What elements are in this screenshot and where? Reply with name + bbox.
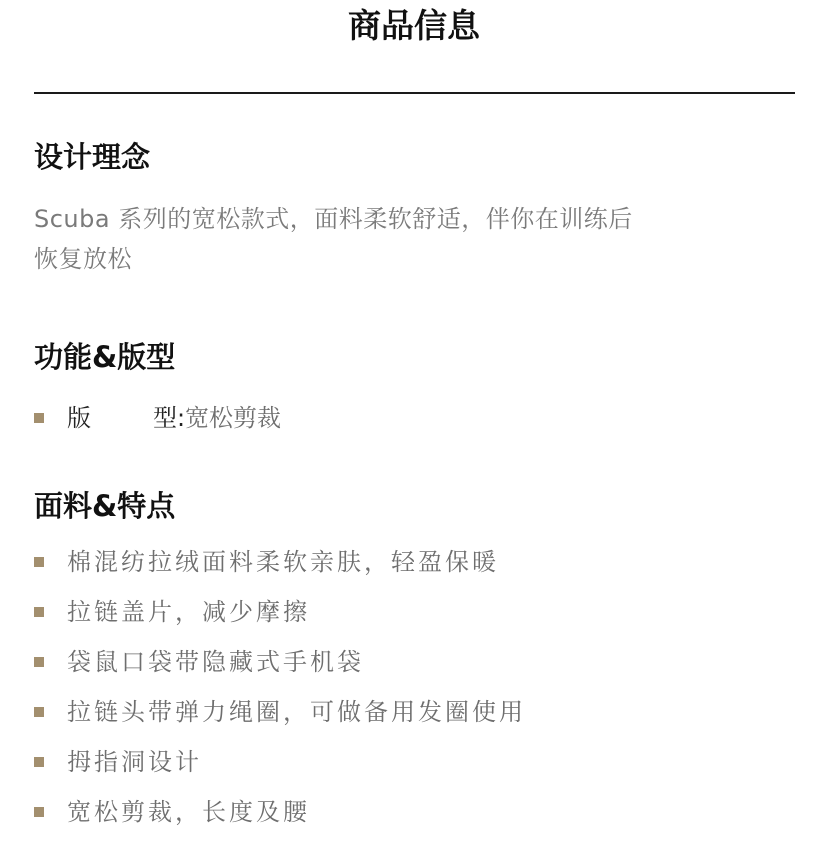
bullet-marker <box>34 607 44 617</box>
fit-label-char: 型: <box>153 404 186 432</box>
list-item-text: 拉链盖片，减少摩擦 <box>67 598 310 626</box>
fit-label <box>67 393 185 443</box>
bullet-marker <box>34 707 44 717</box>
section-heading-fabric-features: 面料&特点 <box>34 489 176 523</box>
list-item-text: 棉混纺拉绒面料柔软亲肤，轻盈保暖 <box>67 548 499 576</box>
list-item-text: 袋鼠口袋带隐藏式手机袋 <box>67 648 364 676</box>
list-item-text: 宽松剪裁，长度及腰 <box>67 798 310 826</box>
bullet-marker <box>34 413 44 423</box>
concept-text-line: 恢复放松 <box>34 245 132 273</box>
list-item-text <box>67 393 281 443</box>
concept-text-line: Scuba 系列的宽松款式，面料柔软舒适，伴你在训练后 <box>34 205 633 233</box>
section-heading-function-fit: 功能&版型 <box>34 340 176 374</box>
bullet-marker <box>34 657 44 667</box>
list-item-text: 拇指洞设计 <box>67 748 202 776</box>
bullet-marker <box>34 807 44 817</box>
section-heading-concept: 设计理念 <box>34 140 151 174</box>
bullet-marker <box>34 757 44 767</box>
fit-value: 宽松剪裁 <box>185 404 281 432</box>
page-title: 商品信息 <box>348 6 480 45</box>
concept-paragraph <box>34 199 714 279</box>
title-divider <box>34 92 795 94</box>
list-item-text: 拉链头带弹力绳圈，可做备用发圈使用 <box>67 698 526 726</box>
bullet-marker <box>34 557 44 567</box>
fit-label-char: 版 <box>67 404 91 432</box>
